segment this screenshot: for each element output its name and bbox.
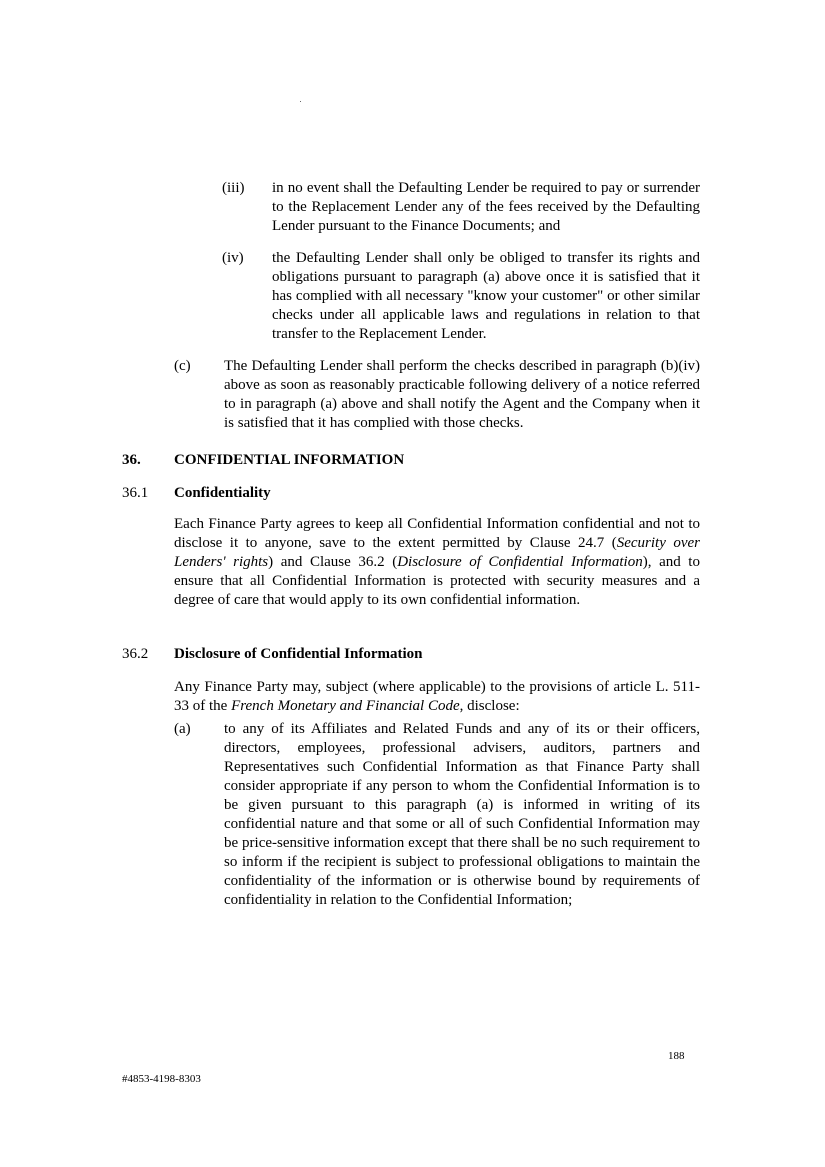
ref-security-over-lenders-rights: Security over Lenders' rights <box>174 535 700 570</box>
sub-label-iv: (iv) <box>222 250 244 266</box>
sub-paragraph-iv: the Defaulting Lender shall only be obliged to transfer its rights and obligations pursuant to paragraph (a) above once it is satisfied that it has complied with all necessary "know your customer" or other similar checks under all applicable laws and regulations in relation to that transfer to the Replacement Lender. <box>272 250 700 342</box>
clause-number: 36. <box>122 452 141 468</box>
scan-dot <box>300 101 301 102</box>
para-label-c: (c) <box>174 358 191 374</box>
document-id: #4853-4198-8303 <box>122 1073 201 1085</box>
paragraph-a: to any of its Affiliates and Related Funds and any of its or their officers, directors, employees, professional advisers, auditors, partners and Representatives such Confidential Information as that Finance Party shall consider appropriate if any person to whom the Confidential Information is to be given pursuant to this paragraph (a) is informed in writing of its confidential nature and that some or all of such Confidential Information may be price-sensitive information except that there shall be no such requirement to so inform if the recipient is subject to professional obligations to maintain the confidentiality of the information or is otherwise bound by requirements of confidentiality in relation to the Confidential Information; <box>224 721 700 908</box>
paragraph-36-1-text-1: Each Finance Party agrees to keep all Confidential Information confidential and not to disclose it to anyone, save to the extent permitted by Clause 24.7 ( <box>174 516 700 551</box>
ref-disclosure-of-confidential-information: Disclosure of Confidential Information <box>397 554 643 570</box>
paragraph-36-2-text-1: Any Finance Party may, subject (where applicable) to the provisions of article L. 511-33 of the <box>174 679 700 714</box>
section-number-36-2: 36.2 <box>122 646 149 662</box>
sub-paragraph-iii: in no event shall the Defaulting Lender be required to pay or surrender to the Replacement Lender any of the fees received by the Defaulting Lender pursuant to the Finance Documents; and <box>272 180 700 234</box>
paragraph-36-1-text-2: ) and Clause 36.2 ( <box>268 554 398 570</box>
para-label-a: (a) <box>174 721 191 737</box>
paragraph-36-1-text-3: ), and to ensure that all Confidential Information is protected with security measures and a degree of care that would apply to its own confidential information. <box>174 554 700 608</box>
paragraph-36-2-text-2: , disclose: <box>459 698 520 714</box>
section-number-36-1: 36.1 <box>122 485 149 501</box>
paragraph-c: The Defaulting Lender shall perform the checks described in paragraph (b)(iv) above as soon as reasonably practicable following delivery of a notice referred to in paragraph (a) above and shall notify the Agent and the Company when it is satisfied that it has complied with those checks. <box>224 358 700 431</box>
paragraph-36-2 <box>174 678 700 716</box>
section-heading-36-1: Confidentiality <box>174 485 271 501</box>
ref-french-monetary-financial-code: French Monetary and Financial Code <box>231 698 460 714</box>
clause-title: CONFIDENTIAL INFORMATION <box>174 452 405 468</box>
paragraph-36-1 <box>174 515 700 610</box>
section-heading-36-2: Disclosure of Confidential Information <box>174 646 423 662</box>
page-number: 188 <box>668 1050 685 1062</box>
sub-label-iii: (iii) <box>222 180 245 196</box>
